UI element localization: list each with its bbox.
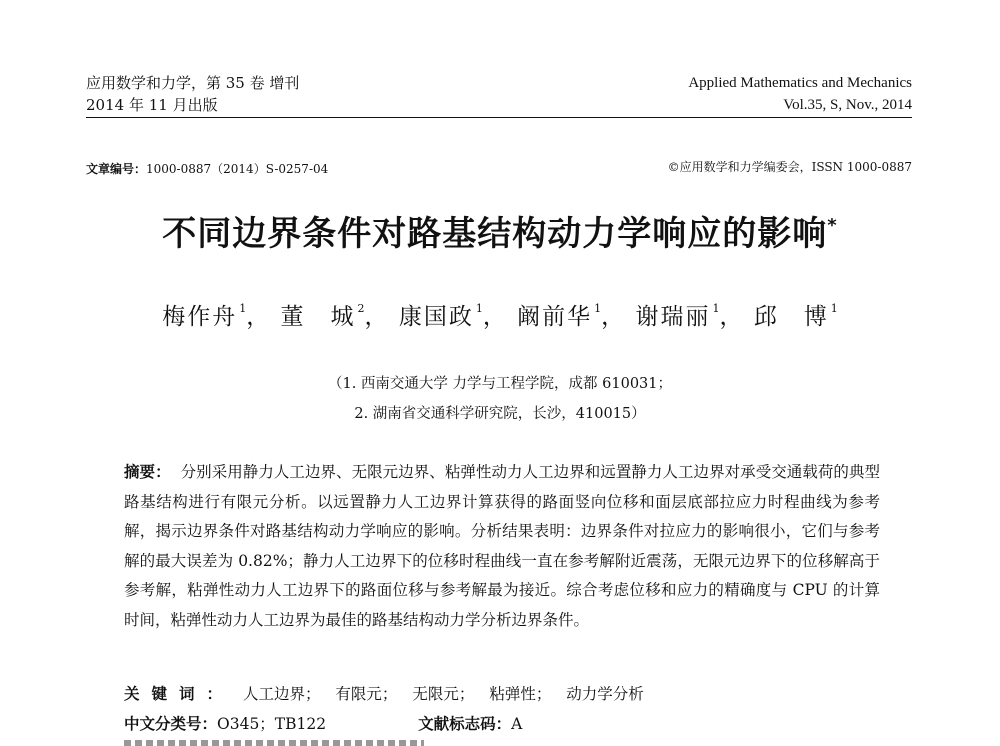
classification-line [124,712,522,734]
journal-name-cn: 应用数学和力学，第 35 卷 增刊 [86,74,300,92]
author [281,304,365,330]
keywords [124,682,654,704]
header-rule [86,117,912,118]
publish-date-cn: 2014 年 11 月出版 [86,96,218,114]
article-number [86,160,328,177]
abstract-label: 摘要： [124,463,171,481]
volume-info-en: Vol.35, S, Nov., 2014 [783,97,912,113]
keyword: 人工边界； [242,685,321,703]
journal-name-en: Applied Mathematics and Mechanics [688,75,912,91]
keyword: 有限元； [335,685,398,703]
affiliation-2: 2. 湖南省交通科学研究院，长沙，410015） [354,406,646,422]
author-name: 邱 博 [753,304,829,330]
doc-code-value: A [511,715,523,733]
keywords-label: 关键词： [124,685,235,703]
author-name: 阚前华 [517,304,593,330]
author-affiliation-mark: 1 [830,302,838,315]
keyword: 动力学分析 [566,685,644,703]
abstract-text: 分别采用静力人工边界、无限元边界、粘弹性动力人工边界和远置静力人工边界对承受交通载荷的典型路基结构进行有限元分析。以远置静力人工边界计算获得的路面竖向位移和面层底部拉应力时程曲线为参考解，揭示边界条件对路基结构动力学响应的影响。分析结果表明：边界条件对拉应力的影响很小，它们与参考解的最大误差为 0.82%；静力人工边界下的位移时程曲线一直在参考解附近震荡，无限元边界下的位移解高于参考解，粘弹性动力人工边界下的路面位移与参考解最为接近。综合考虑位移和应力的精确度与 CPU 的计算时间，粘弹性动力人工边界为最佳的路基结构动力学分析边界条件。 [124,463,880,629]
keyword: 粘弹性； [489,685,552,703]
cropped-text-line [124,740,424,746]
author-affiliation-mark: 1 [594,302,602,315]
author [754,304,838,330]
author [162,304,246,330]
keyword: 无限元； [412,685,475,703]
author [517,304,601,330]
author-affiliation-mark: 1 [239,302,247,315]
author [635,304,719,330]
author-name: 谢瑞丽 [635,304,711,330]
abstract [124,458,880,635]
journal-header-en [688,72,912,116]
author-affiliation-mark: 2 [357,302,365,315]
affiliation-1: （1. 西南交通大学 力学与工程学院，成都 610031； [327,376,672,392]
author-list: 梅作舟 $^1$， 董 城 $^2$， 康国政 $^1$， 阚前华 $^1$， 谢瑞丽 $^1$， 邱 博 $^1$ [162,302,838,330]
paper-title-text: 不同边界条件对路基结构动力学响应的影响 [162,214,828,254]
author-name: 康国政 [398,304,474,330]
author-name: 董 城 [280,304,356,330]
copyright-notice: ©应用数学和力学编委会，ISSN 1000-0887 [667,160,912,174]
author-affiliation-mark: 1 [712,302,720,315]
doc-code-label: 文献标志码： [418,715,512,733]
journal-header-cn [86,72,299,116]
clc-label: 中文分类号： [124,715,218,733]
author-affiliation-mark: 1 [475,302,483,315]
article-number-value: 1000-0887（2014）S-0257-04 [146,162,329,176]
author-name: 梅作舟 [162,304,238,330]
author [399,304,483,330]
article-number-label: 文章编号： [86,162,147,176]
paper-title [0,206,1000,255]
title-footnote-mark: * [827,215,838,236]
clc-value: O345；TB122 [217,715,327,733]
